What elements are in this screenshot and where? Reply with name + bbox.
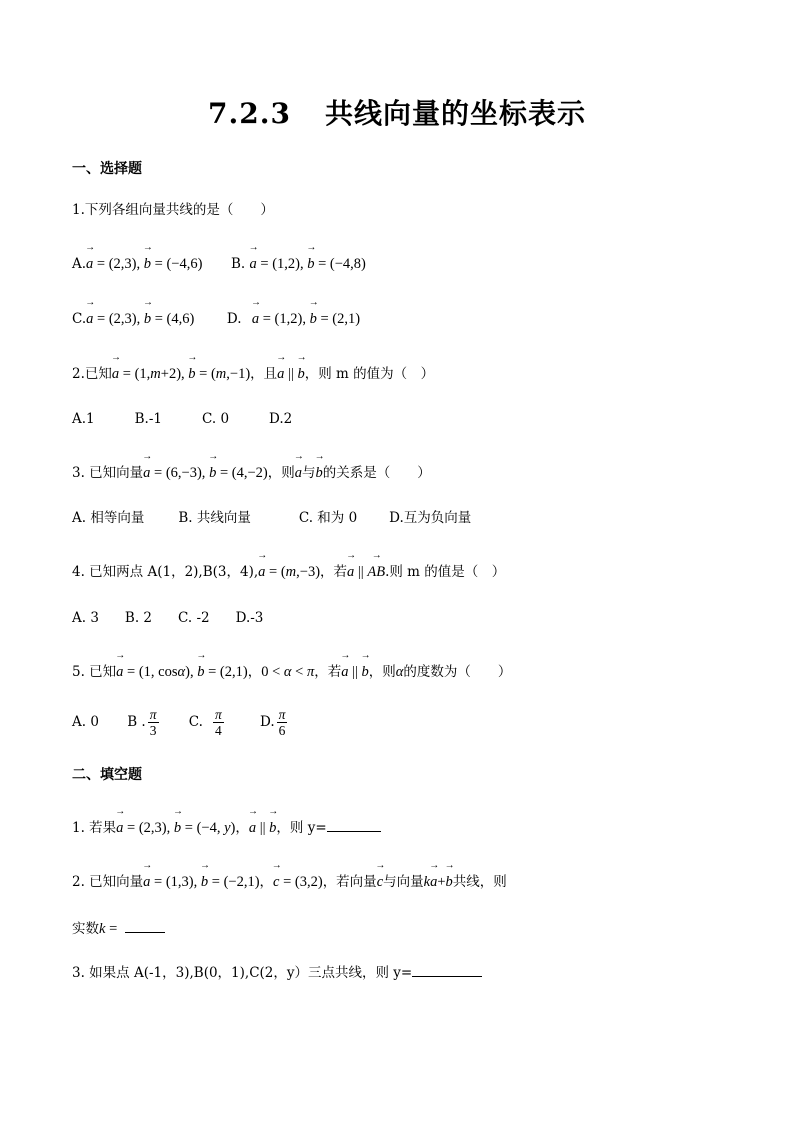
f1-math-vectors: → a = (2,3), → b = (−4, y) [116,820,235,836]
f2-answer-blank[interactable] [125,918,165,933]
q5-math-vectors: → a = (1, cosα), → b = (2,1) [116,664,248,680]
q5-optC: C. [188,714,203,730]
page-title [0,92,794,132]
q3-optD: D.互为负向量 [389,510,472,526]
q1-optA-math: → a = (2,3), → b = (−4,6) [86,256,202,272]
q5-optB: B . [127,714,146,730]
q5-math-range: 0 < α < π [261,664,315,680]
q3-stem: 3. 已知向量→ a = (6,−3), → b = (4,−2)，则→ a与→ b的关系是（ ） [72,463,431,483]
f2-math-combo: k→ a+→ b [424,874,453,890]
q2-optD: D.2 [269,411,293,427]
q4-options [72,608,263,628]
title-text: 共线向量的坐标表示 [324,97,586,130]
f2-math-c: → c = (3,2) [273,874,323,890]
q1-optB-label: B. [231,256,246,272]
q1-stem: 1.下列各组向量共线的是（ ） [72,202,274,218]
q5-optD-fraction: $\frac{\pi}{6}$ [278,707,286,738]
q1-optC-math: → a = (2,3), → b = (4,6) [86,311,194,327]
q2-optB: B.-1 [134,411,163,427]
q4-optA: A. 3 [72,610,99,626]
q4-optC: C. -2 [178,610,210,626]
q1-optD-math: → a = (1,2), → b = (2,1) [252,311,360,327]
q1-optA-label: A. [72,256,87,272]
q1-optB-math: → a = (1,2), → b = (−4,8) [250,256,366,272]
q4-math-parallel: → a || → AB [347,564,385,580]
q5-optA: A. 0 [72,714,99,730]
f3-stem: 3. 如果点 A(-1，3),B(0，1),C(2，y）三点共线，则 y= [72,962,482,983]
section-fill-heading: 二、填空题 [72,767,142,783]
q5-stem: 5. 已知→ a = (1, cosα), → b = (2,1)，0 < α < π，若→ a || → b，则α的度数为（ ） [72,662,511,682]
f2-math-ab: → a = (1,3), → b = (−2,1) [143,874,259,890]
q4-optB: B. 2 [124,610,153,626]
q2-optA: A.1 [72,411,95,427]
q5-math-parallel: → a || → b [341,664,369,680]
q5-options [72,706,289,738]
q1-options-row1 [72,254,366,274]
f2-line2: 实数k = [72,918,165,939]
q5-optB-fraction: $\frac{\pi}{3}$ [149,707,157,738]
q3-options [72,508,471,528]
f2-stem: 2. 已知向量→ a = (1,3), → b = (−2,1)，→ c = (3,2)，若向量→ c与向量k→ a+→ b共线，则 [72,872,507,892]
q1-options-row2 [72,309,360,329]
q2-stem: 2.已知→ a = (1,m+2), → b = (m,−1)，且→ a || → b，则 m 的值为（ ） [72,364,434,384]
f1-stem: 1. 若果→ a = (2,3), → b = (−4, y)，→ a || → b，则 y= [72,817,381,838]
f3-answer-blank[interactable] [412,962,482,977]
q5-optD: D. [260,714,275,730]
q2-math-parallel: → a || → b [277,366,305,382]
title-number: 7.2.3 [208,97,291,130]
q4-optD: D.-3 [235,610,264,626]
section-choice-heading: 一、选择题 [72,161,142,177]
q5-optC-fraction: $\frac{\pi}{4}$ [214,707,222,738]
q4-math-vector: → a = (m,−3) [258,564,320,580]
q1-optC-label: C. [72,311,87,327]
q3-optB: B. 共线向量 [178,510,251,526]
f1-answer-blank[interactable] [327,817,381,832]
q3-optC: C. 和为 0 [298,510,358,526]
q3-optA: A. 相等向量 [72,510,145,526]
q1-optD-label: D. [226,311,242,327]
q2-options [72,409,292,429]
f1-math-parallel: → a || → b [249,820,277,836]
q4-stem: 4. 已知两点 A(1，2),B(3，4),→ a = (m,−3)，若→ a || → AB.则 m 的值是（ ） [72,562,505,582]
q2-optC: C. 0 [202,411,230,427]
q3-math-vectors: → a = (6,−3), → b = (4,−2) [143,465,268,481]
q2-math-vectors: → a = (1,m+2), → b = (m,−1) [112,366,250,382]
